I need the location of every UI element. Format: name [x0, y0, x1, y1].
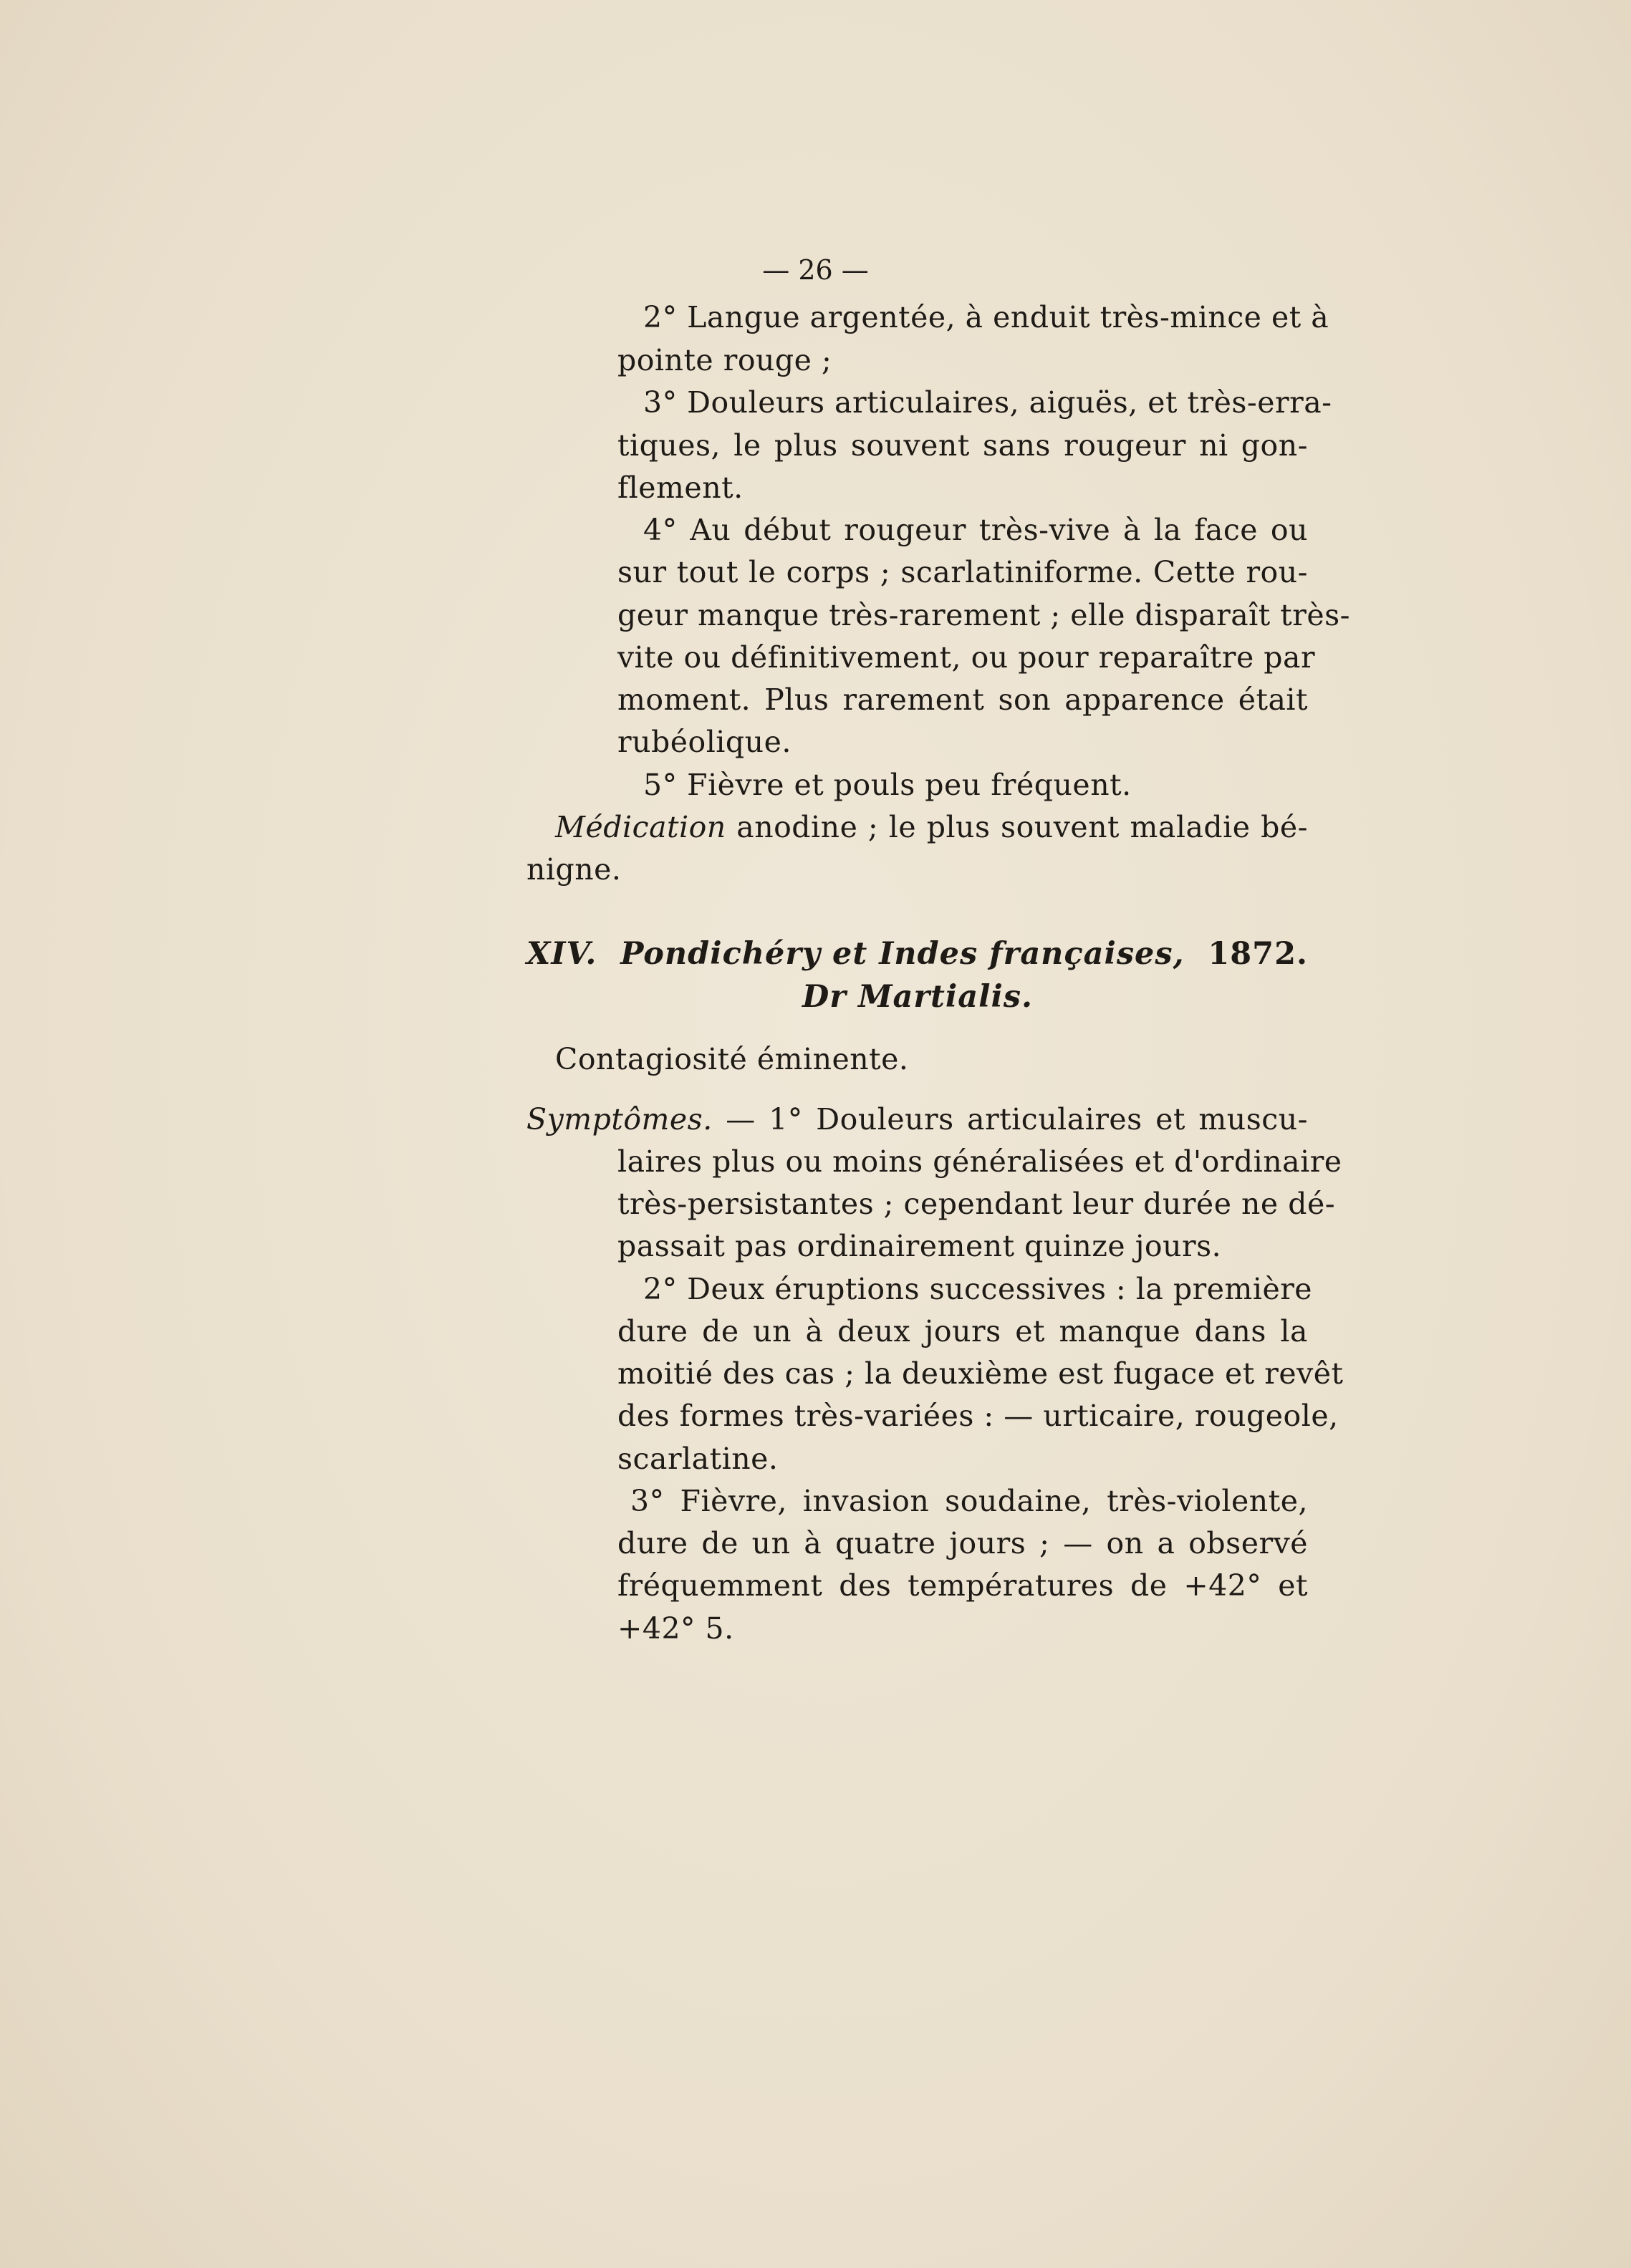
paragraph-line: scarlatine. [617, 1442, 779, 1476]
section-heading [526, 932, 1308, 975]
paragraph-line: 4° Au début rougeur très-vive à la face ou [643, 513, 1308, 547]
paragraph-line: laires plus ou moins généralisées et d'ordinaire [617, 1144, 1342, 1179]
medication-text: anodine ; le plus souvent maladie bé- [736, 810, 1308, 844]
paragraph-line: passait pas ordinairement quinze jours. [617, 1229, 1222, 1263]
paragraph-line: moment. Plus rarement son apparence était [617, 682, 1308, 717]
paragraph-line: fréquemment des températures de +42° et [617, 1568, 1308, 1603]
page-number: — 26 — [762, 254, 869, 286]
section-numeral: XIV. [526, 936, 597, 972]
symptoms-line [526, 1098, 1308, 1141]
symptoms-text: — 1° Douleurs articulaires et muscu- [726, 1102, 1308, 1137]
paragraph-line: très-persistantes ; cependant leur durée ne dé- [617, 1187, 1336, 1221]
paragraph-line: pointe rouge ; [617, 343, 832, 377]
section-title: Pondichéry et Indes françaises, [620, 936, 1185, 972]
medication-label: Médication [555, 810, 726, 844]
paragraph-line: des formes très-variées : — urticaire, rougeole, [617, 1399, 1339, 1433]
section-year: 1872. [1208, 936, 1308, 972]
paragraph-line: rubéolique. [617, 725, 792, 759]
paragraph-line: 5° Fièvre et pouls peu fréquent. [643, 768, 1132, 802]
paragraph-line: 2° Langue argentée, à enduit très-mince et à [643, 300, 1329, 334]
paragraph-line: tiques, le plus souvent sans rougeur ni gon- [617, 428, 1308, 463]
paragraph-line: 3° Douleurs articulaires, aiguës, et très-erra- [643, 385, 1332, 420]
doctor-prefix: Dr [802, 979, 847, 1015]
symptoms-label: Symptômes. [526, 1102, 713, 1137]
paragraph-line: dure de un à quatre jours ; — on a observé [617, 1526, 1308, 1560]
section-doctor [802, 975, 1033, 1018]
paragraph-line: 3° Fièvre, invasion soudaine, très-violente, [630, 1484, 1308, 1518]
paragraph-line: +42° 5. [617, 1611, 734, 1646]
paragraph-line: vite ou définitivement, ou pour reparaître par [617, 640, 1316, 675]
paragraph-line: dure de un à deux jours et manque dans la [617, 1314, 1308, 1348]
paragraph-line: nigne. [526, 852, 622, 887]
doctor-name: Martialis. [857, 979, 1033, 1015]
paragraph-line: 2° Deux éruptions successives : la première [643, 1272, 1313, 1306]
medication-line [555, 806, 1308, 849]
paragraph-line: flement. [617, 471, 744, 505]
contagion-line: Contagiosité éminente. [555, 1042, 909, 1076]
paragraph-line: sur tout le corps ; scarlatiniforme. Cette rou- [617, 555, 1308, 589]
paragraph-line: geur manque très-rarement ; elle disparaît très- [617, 598, 1351, 632]
paragraph-line: moitié des cas ; la deuxième est fugace et revêt [617, 1356, 1344, 1391]
